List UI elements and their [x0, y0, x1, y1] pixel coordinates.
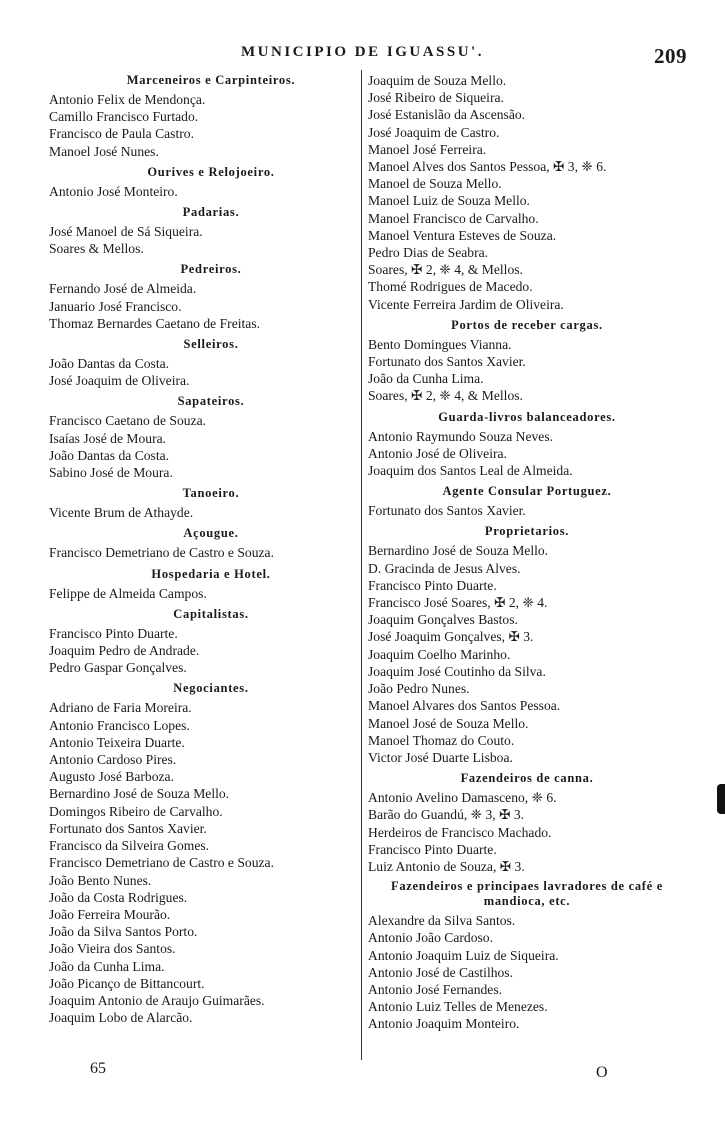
list-entry: Antonio Joaquim Luiz de Siqueira.: [368, 947, 559, 963]
section-title: Marceneiros e Carpinteiros.: [126, 73, 296, 87]
list-entry: Francisco Pinto Duarte.: [368, 577, 497, 593]
list-entry: João da Cunha Lima.: [368, 371, 484, 387]
list-entry: Vicente Ferreira Jardim de Oliveira.: [368, 296, 564, 312]
list-entry: Manoel Luiz de Souza Mello.: [368, 193, 530, 209]
list-entry: Fernando José de Almeida.: [49, 281, 197, 297]
section-title: Tanoeiro.: [182, 486, 240, 501]
section-title: Negociantes.: [173, 681, 249, 696]
list-entry: Antonio Raymundo Souza Neves.: [368, 428, 554, 444]
list-entry: Pedro Gaspar Gonçalves.: [49, 660, 187, 676]
page-number: 209: [654, 44, 687, 68]
list-entry: Antonio Francisco Lopes.: [49, 717, 190, 733]
list-entry: José Estanislão da Ascensão.: [368, 107, 526, 123]
list-entry: Soares, ✠ 2, ❈ 4, & Mellos.: [368, 388, 523, 404]
section-title: Portos de receber cargas.: [451, 317, 603, 332]
list-entry: João da Costa Rodrigues.: [49, 889, 188, 905]
list-entry: Antonio Felix de Mendonça.: [49, 92, 206, 107]
list-entry: Januario José Francisco.: [49, 298, 182, 314]
list-entry: Bernardino José de Souza Mello.: [49, 786, 230, 802]
section-title: Padarias.: [182, 205, 240, 220]
list-entry: Joaquim Coelho Marinho.: [368, 646, 511, 662]
signature-mark-left: 65: [90, 1060, 106, 1077]
list-entry: Joaquim Antonio de Araujo Guimarães.: [49, 992, 265, 1008]
list-entry: Fortunato dos Santos Xavier.: [368, 503, 526, 519]
list-entry: Domingos Ribeiro de Carvalho.: [49, 803, 223, 819]
list-entry: Francisco Pinto Duarte.: [49, 625, 178, 641]
list-entry: João Dantas da Costa.: [49, 356, 170, 372]
list-entry: Francisco Demetriano de Castro e Souza.: [49, 545, 274, 561]
signature-mark-right: O: [596, 1064, 608, 1081]
list-entry: Soares & Mellos.: [49, 241, 144, 257]
list-entry: João da Cunha Lima.: [49, 958, 165, 974]
list-entry: Camillo Francisco Furtado.: [49, 109, 199, 125]
list-entry: Joaquim Pedro de Andrade.: [49, 643, 200, 659]
list-entry: Joaquim Lobo de Alarcão.: [49, 1010, 193, 1026]
list-entry: Joaquim dos Santos Leal de Almeida.: [368, 463, 573, 479]
section-title: Agente Consular Portuguez.: [442, 484, 612, 499]
list-entry: Fortunato dos Santos Xavier.: [49, 820, 207, 836]
section-title: Açougue.: [183, 526, 239, 541]
page-edge-mark: [717, 784, 725, 814]
list-entry: João Picanço de Bittancourt.: [49, 975, 205, 991]
section-title: Sapateiros.: [177, 394, 245, 409]
list-entry: Herdeiros de Francisco Machado.: [368, 824, 552, 840]
list-entry: Francisco da Silveira Gomes.: [49, 838, 210, 854]
list-entry: José Ribeiro de Siqueira.: [368, 90, 504, 106]
list-entry: Pedro Dias de Seabra.: [368, 245, 489, 261]
section-title: Selleiros.: [183, 337, 239, 352]
list-entry: Barão do Guandú, ❈ 3, ✠ 3.: [368, 807, 525, 823]
list-entry: Manoel de Souza Mello.: [368, 176, 502, 192]
list-entry: Manoel José de Souza Mello.: [368, 715, 529, 731]
list-entry: Joaquim de Souza Mello.: [368, 73, 507, 88]
list-entry: José Joaquim de Castro.: [368, 124, 500, 140]
list-entry: Thomé Rodrigues de Macedo.: [368, 279, 533, 295]
list-entry: Francisco Caetano de Souza.: [49, 413, 207, 429]
list-entry: Alexandre da Silva Santos.: [368, 913, 516, 929]
list-entry: João Vieira dos Santos.: [49, 941, 176, 957]
list-entry: João Bento Nunes.: [49, 872, 152, 888]
section-title: Fazendeiros e principaes lavradores de café e mandioca, etc.: [391, 879, 663, 909]
list-entry: Augusto José Barboza.: [49, 769, 174, 785]
section-title: Ourives e Relojoeiro.: [147, 164, 275, 179]
list-entry: Antonio José Fernandes.: [368, 981, 503, 997]
list-entry: José Manoel de Sá Siqueira.: [49, 224, 203, 240]
list-entry: Francisco Demetriano de Castro e Souza.: [49, 855, 274, 871]
left-column: [49, 72, 343, 1026]
list-entry: Francisco José Soares, ✠ 2, ❈ 4.: [368, 595, 548, 611]
list-entry: Luiz Antonio de Souza, ✠ 3.: [368, 858, 525, 874]
list-entry: Antonio José de Castilhos.: [368, 964, 513, 980]
list-entry: Bento Domingues Vianna.: [368, 336, 512, 352]
section-title: Guarda-livros balanceadores.: [438, 409, 616, 424]
list-entry: Manoel Alvares dos Santos Pessoa.: [368, 698, 561, 714]
list-entry: Adriano de Faria Moreira.: [49, 700, 192, 716]
list-entry: João Dantas da Costa.: [49, 447, 170, 463]
list-entry: Fortunato dos Santos Xavier.: [368, 354, 526, 370]
list-entry: Thomaz Bernardes Caetano de Freitas.: [49, 315, 261, 331]
list-entry: Manoel José Ferreira.: [368, 141, 487, 157]
list-entry: João da Silva Santos Porto.: [49, 924, 198, 940]
list-entry: José Joaquim de Oliveira.: [49, 373, 190, 389]
list-entry: D. Gracinda de Jesus Alves.: [368, 560, 521, 576]
column-divider: [361, 70, 362, 1060]
list-entry: Victor José Duarte Lisboa.: [368, 749, 513, 765]
list-entry: Antonio Cardoso Pires.: [49, 752, 177, 768]
list-entry: José Joaquim Gonçalves, ✠ 3.: [368, 629, 534, 645]
list-entry: Joaquim Gonçalves Bastos.: [368, 612, 518, 628]
section-title: Capitalistas.: [173, 606, 249, 621]
right-column: [368, 72, 686, 1033]
list-entry: Manoel Francisco de Carvalho.: [368, 210, 539, 226]
list-entry: Sabino José de Moura.: [49, 465, 173, 481]
list-entry: Manoel Thomaz do Couto.: [368, 732, 515, 748]
section-title: Hospedaria e Hotel.: [151, 566, 271, 581]
list-entry: Manoel Alves dos Santos Pessoa, ✠ 3, ❈ 6.: [368, 159, 607, 175]
list-entry: João Ferreira Mourão.: [49, 906, 171, 922]
list-entry: Manoel Ventura Esteves de Souza.: [368, 227, 557, 243]
list-entry: Francisco de Paula Castro.: [49, 126, 194, 142]
list-entry: Antonio Joaquim Monteiro.: [368, 1016, 520, 1032]
list-entry: Soares, ✠ 2, ❈ 4, & Mellos.: [368, 262, 523, 278]
list-entry: Antonio Teixeira Duarte.: [49, 734, 185, 750]
list-entry: Antonio Luiz Telles de Menezes.: [368, 999, 548, 1015]
list-entry: Felippe de Almeida Campos.: [49, 585, 207, 601]
list-entry: Antonio José de Oliveira.: [368, 445, 507, 461]
list-entry: Bernardino José de Souza Mello.: [368, 543, 549, 559]
list-entry: Antonio Avelino Damasceno, ❈ 6.: [368, 790, 557, 806]
list-entry: Isaías José de Moura.: [49, 430, 167, 446]
section-title: Pedreiros.: [180, 262, 242, 277]
section-title: Fazendeiros de canna.: [460, 771, 594, 786]
running-head: MUNICIPIO DE IGUASSU'.: [241, 44, 484, 60]
section-title: Proprietarios.: [484, 524, 570, 539]
list-entry: Joaquim José Coutinho da Silva.: [368, 663, 546, 679]
list-entry: Antonio João Cardoso.: [368, 930, 493, 946]
list-entry: Antonio José Monteiro.: [49, 183, 178, 199]
list-entry: João Pedro Nunes.: [368, 681, 470, 697]
list-entry: Manoel José Nunes.: [49, 143, 159, 159]
list-entry: Vicente Brum de Athayde.: [49, 505, 194, 521]
list-entry: Francisco Pinto Duarte.: [368, 841, 497, 857]
